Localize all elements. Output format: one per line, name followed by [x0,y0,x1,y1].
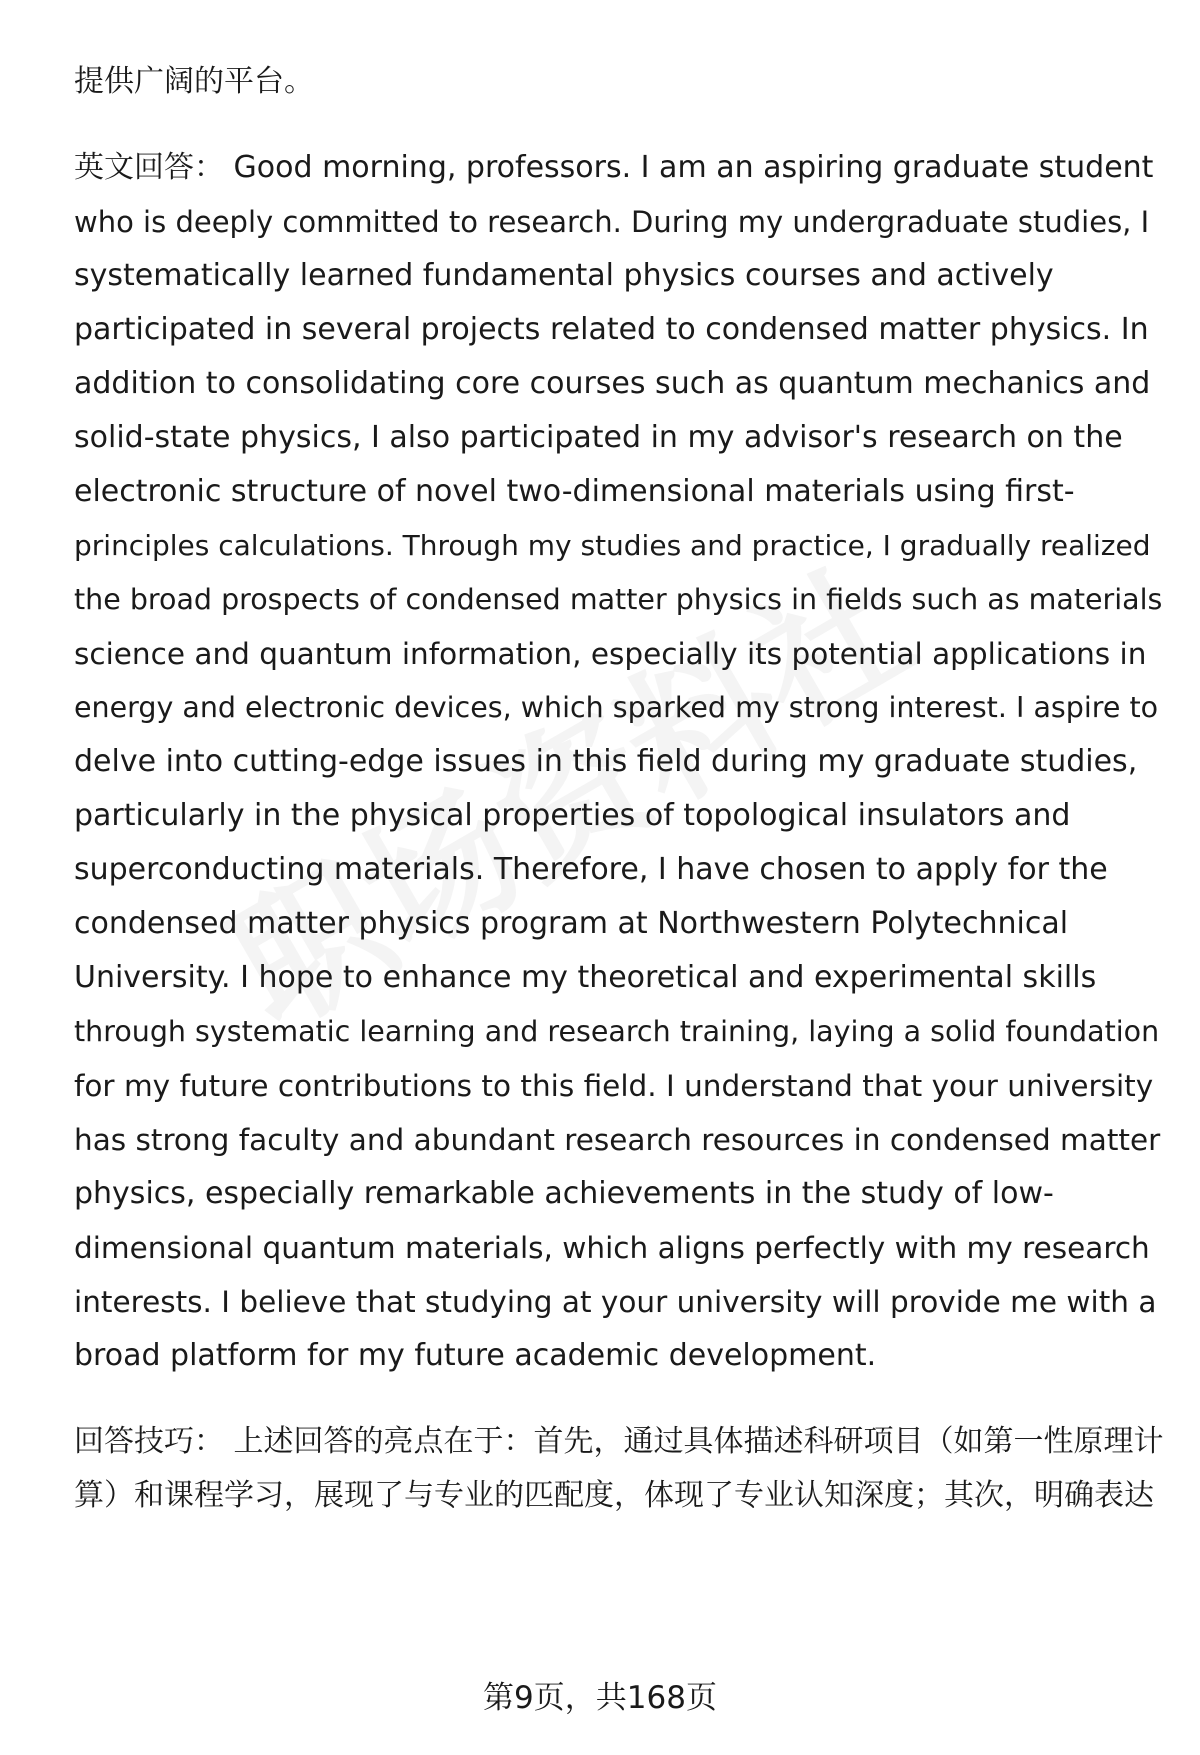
answer-line: 英文回答： Good morning, professors. I am an aspiring graduate student [74,150,1154,185]
answer-line: condensed matter physics program at Northwestern Polytechnical [74,906,1069,941]
answer-line: delve into cutting-edge issues in this field during my graduate studies, [74,744,1138,779]
page-number-footer: 第9页，共168页 [483,1680,717,1716]
answer-line: dimensional quantum materials, which aligns perfectly with my research [74,1231,1150,1265]
answer-line: who is deeply committed to research. During my undergraduate studies, I [74,205,1150,239]
answer-line: addition to consolidating core courses such as quantum mechanics and [74,366,1151,401]
answer-line: solid-state physics, I also participated in my advisor's research on the [74,420,1123,455]
previous-paragraph-tail: 提供广阔的平台。 [74,64,314,99]
answer-line: the broad prospects of condensed matter physics in fields such as materials [74,583,1163,616]
tips-line: 回答技巧： 上述回答的亮点在于：首先，通过具体描述科研项目（如第一性原理计 [74,1424,1164,1459]
answer-line: has strong faculty and abundant research resources in condensed matter [74,1123,1161,1157]
tips-line: 算）和课程学习，展现了与专业的匹配度，体现了专业认知深度；其次，明确表达 [74,1478,1154,1513]
answer-line: interests. I believe that studying at your university will provide me with a [74,1285,1157,1319]
answer-line: for my future contributions to this field. I understand that your university [74,1069,1154,1103]
answer-line: University. I hope to enhance my theoretical and experimental skills [74,960,1097,995]
answer-line: broad platform for my future academic development. [74,1338,877,1373]
answer-line: energy and electronic devices, which sparked my strong interest. I aspire to [74,691,1159,724]
answer-line: through systematic learning and research training, laying a solid foundation [74,1015,1160,1048]
answer-line: science and quantum information, especially its potential applications in [74,637,1147,671]
answer-line: participated in several projects related to condensed matter physics. In [74,312,1149,347]
answer-line: electronic structure of novel two-dimensional materials using first- [74,474,1075,509]
answer-line: principles calculations. Through my studies and practice, I gradually realized [74,529,1151,562]
answer-line: physics, especially remarkable achievements in the study of low- [74,1176,1054,1211]
answer-line: particularly in the physical properties of topological insulators and [74,798,1071,833]
answer-line: systematically learned fundamental physics courses and actively [74,258,1054,293]
answer-line: superconducting materials. Therefore, I have chosen to apply for the [74,852,1108,887]
